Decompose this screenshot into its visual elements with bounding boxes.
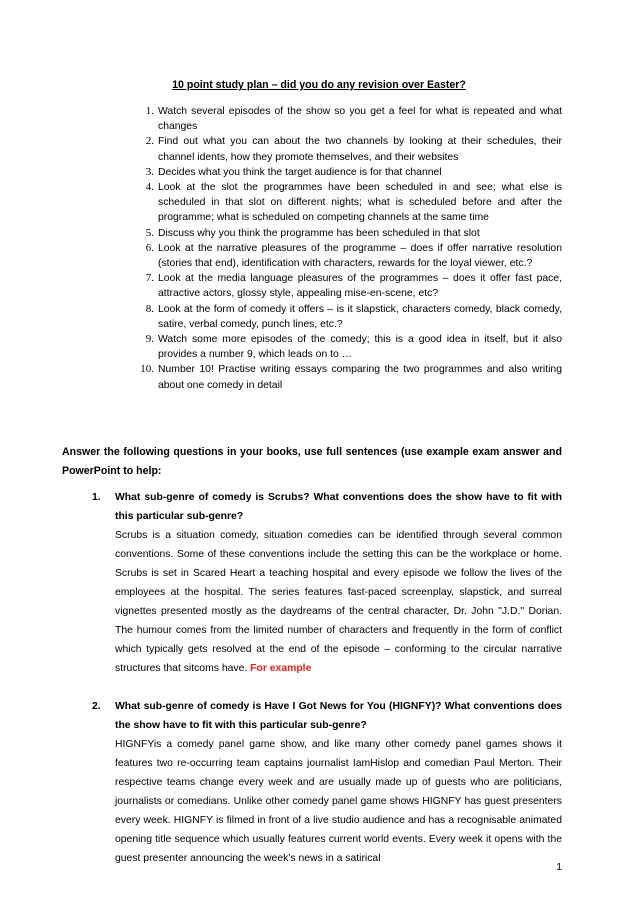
question-text: What sub-genre of comedy is Have I Got News for You (HIGNFY)? What conventions does the show have to fit with this particular sub-genre? — [115, 701, 562, 731]
answer-body: Scrubs is a situation comedy, situation comedies can be identified through several common conventions. Some of these conventions include the setting this can be the workplace or home. Scrubs is set in Scared Heart a teaching hospital and every episode we follow the lives of the employees at the hospital. The series features fast-paced screenplay, slapstick, and surreal vignettes presented mostly as the daydreams of the central character, Dr. John "J.D." Dorian. The humour comes from the limited number of characters and frequently in the form of conflict which typically gets resolved at the end of the episode – conforming to the circular narrative structures that sitcoms have. — [115, 530, 562, 674]
plan-item-number: 2. — [145, 135, 154, 148]
question-item — [62, 697, 562, 868]
study-plan-title: 10 point study plan – did you do any revision over Easter? — [172, 79, 466, 91]
plan-item-text: Watch several episodes of the show so you get a feel for what is repeated and what changes — [158, 106, 562, 133]
plan-item-text: Decides what you think the target audience is for that channel — [158, 166, 442, 178]
question-text: What sub-genre of comedy is Scrubs? What conventions does the show have to fit with this particular sub-genre? — [115, 492, 562, 522]
plan-item-number: 6. — [145, 241, 154, 254]
plan-item-number: 10. — [140, 363, 154, 376]
study-plan-list — [114, 104, 562, 393]
plan-item-text: Look at the media language pleasures of the programmes – does it offer fast pace, attractive actors, glossy style, appealing mise-en-scene, etc? — [158, 273, 562, 300]
plan-item — [114, 332, 562, 362]
plan-item-number: 5. — [145, 226, 154, 239]
plan-item-number: 8. — [145, 302, 154, 315]
plan-item-text: Look at the narrative pleasures of the programme – does if offer narrative resolution (stories that end), identification with characters, rewards for the loyal viewer, etc.? — [158, 242, 562, 270]
example-label: For example — [250, 663, 312, 674]
plan-item — [114, 180, 562, 226]
answer-text: HIGNFYis a comedy panel game show, and like many other comedy panel games shows it features two re-occurring team captains journalist IamHislop and comedian Paul Merton. Their respective teams change every week and are usually made up of guests who are politicians, journalists or comedians. Unlike other comedy panel game shows HIGNFY has guest presenters every week. HIGNFY is filmed in front of a live studio audience and has a recognisable animated opening title sequence which usually features current world events. Every week it opens with the guest presenter announcing the week’s news in a satirical — [115, 739, 562, 864]
plan-item — [114, 241, 562, 271]
plan-item-number: 4. — [145, 181, 154, 194]
plan-item — [114, 165, 562, 180]
plan-item — [114, 302, 562, 332]
plan-item-text: Discuss why you think the programme has been scheduled in that slot — [158, 227, 480, 239]
question-item — [62, 488, 562, 678]
question-number: 1. — [92, 492, 101, 503]
plan-item-number: 9. — [145, 333, 154, 346]
plan-item — [114, 134, 562, 164]
plan-item — [114, 271, 562, 301]
plan-item — [114, 362, 562, 392]
plan-item-number: 3. — [145, 165, 154, 178]
question-number: 2. — [92, 701, 101, 712]
plan-item-text: Watch some more episodes of the comedy; this is a good idea in itself, but it also provides a number 9, which leads on to … — [158, 334, 562, 361]
plan-item-text: Look at the slot the programmes have been scheduled in and see; what else is scheduled in that slot on different nights; what is scheduled before and after the programme; what is scheduled on competing channels at the same time — [158, 182, 562, 224]
page-number: 1 — [556, 862, 562, 873]
answer-text — [115, 526, 562, 678]
plan-item-text: Find out what you can about the two channels by looking at their schedules, their channel idents, how they promote themselves, and their websites — [158, 136, 562, 163]
questions-intro: Answer the following questions in your books, use full sentences (use example exam answer and PowerPoint to help: — [62, 446, 562, 477]
plan-item-number: 1. — [145, 105, 154, 117]
questions-list — [62, 488, 562, 868]
plan-item-text: Look at the form of comedy it offers – is it slapstick, characters comedy, black comedy, satire, verbal comedy, punch lines, etc.? — [158, 303, 562, 330]
plan-item — [114, 104, 562, 134]
plan-item — [114, 226, 562, 241]
plan-item-number: 7. — [145, 272, 154, 285]
plan-item-text: Number 10! Practise writing essays comparing the two programmes and also writing about one comedy in detail — [158, 364, 562, 391]
